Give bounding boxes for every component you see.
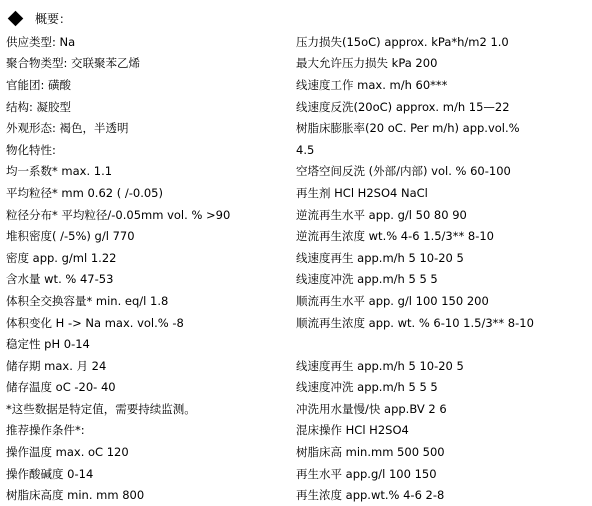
spec-right: 树脂床膨胀率(20 oC. Per m/h) app.vol.% <box>296 121 520 136</box>
spec-right: 顺流再生水平 app. g/l 100 150 200 <box>296 293 489 308</box>
spec-left: 平均粒径* mm 0.62 ( /-0.05) <box>6 185 163 200</box>
spec-left: 体积变化 H -> Na max. vol.% -8 <box>6 315 184 330</box>
spec-left: 树脂床高度 min. mm 800 <box>6 488 145 503</box>
spec-row <box>6 269 590 291</box>
spec-row <box>6 225 590 247</box>
spec-row <box>6 53 590 75</box>
spec-right: 再生剂 HCl H2SO4 NaCl <box>296 185 428 200</box>
spec-right: 逆流再生水平 app. g/l 50 80 90 <box>296 207 467 222</box>
spec-right: 线速度工作 max. m/h 60*** <box>296 77 448 92</box>
spec-right: 混床操作 HCl H2SO4 <box>296 423 409 438</box>
spec-right: 空塔空间反洗 (外部/内部) vol. % 60-100 <box>296 164 511 179</box>
spec-row <box>6 333 590 355</box>
spec-right: 线速度冲洗 app.m/h 5 5 5 <box>296 380 438 395</box>
spec-row <box>6 484 590 506</box>
spec-row <box>6 182 590 204</box>
spec-right: 逆流再生浓度 wt.% 4-6 1.5/3** 8-10 <box>296 229 494 244</box>
section-title: 概要： <box>35 11 72 26</box>
spec-row <box>6 204 590 226</box>
spec-left: 官能团: 磺酸 <box>6 77 72 92</box>
spec-left: 稳定性 pH 0-14 <box>6 337 90 352</box>
spec-row <box>6 139 590 161</box>
spec-row <box>6 420 590 442</box>
spec-row <box>6 377 590 399</box>
spec-row <box>6 31 590 53</box>
spec-left: 体积全交换容量* min. eq/l 1.8 <box>6 293 169 308</box>
spec-row <box>6 398 590 420</box>
spec-left: 堆积密度( /-5%) g/l 770 <box>6 229 135 244</box>
spec-row <box>6 463 590 485</box>
spec-left: 结构: 凝胶型 <box>6 99 72 114</box>
spec-left: 含水量 wt. % 47-53 <box>6 272 114 287</box>
spec-table <box>6 31 590 506</box>
spec-row <box>6 355 590 377</box>
section-title-row <box>8 8 71 28</box>
spec-row <box>6 441 590 463</box>
spec-left: 均一系数* max. 1.1 <box>6 164 113 179</box>
spec-row <box>6 247 590 269</box>
spec-right: 再生浓度 app.wt.% 4-6 2-8 <box>296 488 445 503</box>
spec-left: 供应类型: Na <box>6 34 76 49</box>
spec-left: 密度 app. g/ml 1.22 <box>6 250 117 265</box>
spec-right: 冲洗用水量慢/快 app.BV 2 6 <box>296 401 447 416</box>
spec-right: 线速度再生 app.m/h 5 10-20 5 <box>296 358 464 373</box>
spec-row <box>6 161 590 183</box>
spec-right: 顺流再生浓度 app. wt. % 6-10 1.5/3** 8-10 <box>296 315 534 330</box>
spec-left: 储存期 max. 月 24 <box>6 358 107 373</box>
spec-left: 操作酸碱度 0-14 <box>6 466 94 481</box>
spec-row <box>6 290 590 312</box>
spec-row <box>6 74 590 96</box>
spec-left: 操作温度 max. oC 120 <box>6 445 129 460</box>
spec-right: 再生水平 app.g/l 100 150 <box>296 466 437 481</box>
spec-left: *这些数据是特定值，需要持续监测。 <box>6 401 196 416</box>
spec-left: 外观形态: 褐色，半透明 <box>6 121 129 136</box>
spec-left: 粒径分布* 平均粒径/-0.05mm vol. % >90 <box>6 207 231 222</box>
spec-row <box>6 117 590 139</box>
spec-right: 压力损失(15oC) approx. kPa*h/m2 1.0 <box>296 34 509 49</box>
spec-right: 线速度再生 app.m/h 5 10-20 5 <box>296 250 464 265</box>
spec-right: 最大允许压力损失 kPa 200 <box>296 56 438 71</box>
spec-right: 树脂床高 min.mm 500 500 <box>296 445 445 460</box>
spec-right: 线速度反洗(20oC) approx. m/h 15—22 <box>296 99 510 114</box>
spec-left: 储存温度 oC -20- 40 <box>6 380 116 395</box>
spec-right: 4.5 <box>296 142 315 157</box>
spec-row <box>6 96 590 118</box>
diamond-bullet-icon <box>8 10 24 26</box>
spec-right: 线速度冲洗 app.m/h 5 5 5 <box>296 272 438 287</box>
spec-row <box>6 312 590 334</box>
spec-left: 物化特性: <box>6 142 56 157</box>
spec-left: 聚合物类型: 交联聚苯乙烯 <box>6 56 141 71</box>
spec-left: 推荐操作条件*: <box>6 423 85 438</box>
